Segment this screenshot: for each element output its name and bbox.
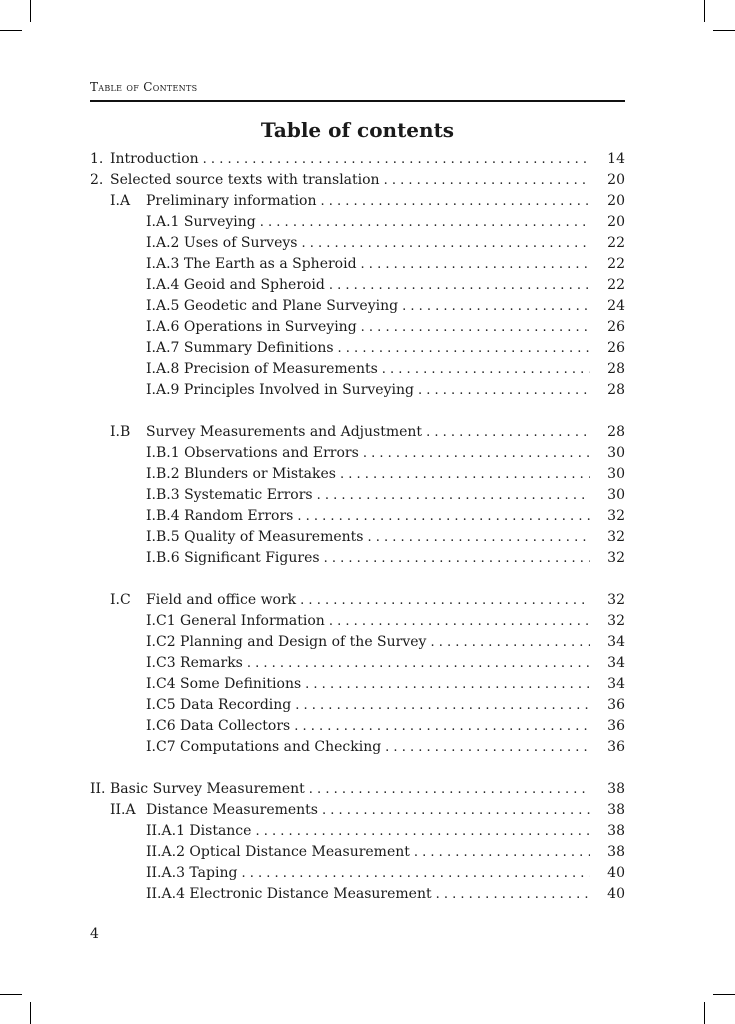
toc-entry[interactable] xyxy=(90,254,625,275)
toc-entry-number: II. xyxy=(90,781,106,797)
toc-entry-page: 32 xyxy=(607,550,625,566)
dot-leader xyxy=(321,191,591,212)
toc-entry-number: I.C xyxy=(110,592,131,608)
toc-entry[interactable] xyxy=(90,191,625,212)
toc-entry[interactable] xyxy=(90,674,625,695)
toc-entry[interactable] xyxy=(90,653,625,674)
toc-entry-number: I.B xyxy=(110,424,131,440)
crop-mark xyxy=(713,30,735,31)
toc-entry-text xyxy=(110,170,590,191)
toc-entry-label: II.A.1 Distance xyxy=(146,823,252,839)
toc-entry-text xyxy=(146,485,590,506)
toc-entry-page: 36 xyxy=(607,718,625,734)
toc-entry-text xyxy=(146,275,590,296)
dot-leader xyxy=(430,632,590,653)
dot-leader xyxy=(436,884,590,905)
toc-entry[interactable] xyxy=(90,464,625,485)
toc-entry-number: 1. xyxy=(90,151,104,167)
toc-entry-label: I.A.4 Geoid and Spheroid xyxy=(146,277,325,293)
toc-entry-text xyxy=(146,212,590,233)
toc-entry[interactable] xyxy=(90,737,625,758)
dot-leader xyxy=(260,212,590,233)
toc-entry-text xyxy=(146,632,590,653)
toc-entry[interactable] xyxy=(90,800,625,821)
crop-mark xyxy=(704,0,705,22)
toc-entry-text xyxy=(146,863,590,884)
toc-entry[interactable] xyxy=(90,506,625,527)
toc-entry-label: I.C6 Data Collectors xyxy=(146,718,291,734)
toc-entry[interactable] xyxy=(90,611,625,632)
toc-entry-label: I.A.6 Operations in Surveying xyxy=(146,319,357,335)
toc-entry-label: I.B.4 Random Errors xyxy=(146,508,294,524)
toc-entry-page: 36 xyxy=(607,697,625,713)
toc-entry[interactable] xyxy=(90,359,625,380)
running-head: Table of Contents xyxy=(90,80,198,94)
dot-leader xyxy=(305,674,590,695)
toc-entry[interactable] xyxy=(90,296,625,317)
toc-entry-label: Basic Survey Measurement xyxy=(110,781,305,797)
toc-entry-page: 38 xyxy=(607,802,625,818)
dot-leader xyxy=(367,527,590,548)
toc-entry[interactable] xyxy=(90,338,625,359)
toc-entry-label: I.A.5 Geodetic and Plane Surveying xyxy=(146,298,399,314)
toc-entry-page: 24 xyxy=(607,298,625,314)
dot-leader xyxy=(255,821,590,842)
toc-entry-label: I.B.1 Observations and Errors xyxy=(146,445,359,461)
toc-entry-number: I.A xyxy=(110,193,131,209)
toc-entry-page: 20 xyxy=(607,214,625,230)
toc-entry-page: 20 xyxy=(607,193,625,209)
crop-mark xyxy=(713,994,735,995)
toc-entry-page: 30 xyxy=(607,487,625,503)
toc-entry-text xyxy=(146,842,590,863)
toc-entry[interactable] xyxy=(90,821,625,842)
toc-entry-label: I.C4 Some Definitions xyxy=(146,676,302,692)
toc-entry-label: Survey Measurements and Adjustment xyxy=(146,424,423,440)
toc-entry-text xyxy=(146,506,590,527)
toc-entry-text xyxy=(110,779,590,800)
toc-entry-label: Introduction xyxy=(110,151,199,167)
dot-leader xyxy=(402,296,590,317)
toc-entry-label: I.C2 Planning and Design of the Survey xyxy=(146,634,427,650)
crop-mark xyxy=(30,1002,31,1024)
toc-entry-text xyxy=(146,233,590,254)
dot-leader xyxy=(382,359,590,380)
toc-entry-number: II.A xyxy=(110,802,136,818)
toc-entry[interactable] xyxy=(90,485,625,506)
toc-entry-page: 36 xyxy=(607,739,625,755)
toc-entry-label: I.C3 Remarks xyxy=(146,655,243,671)
toc-entry-page: 32 xyxy=(607,529,625,545)
toc-entry-page: 34 xyxy=(607,634,625,650)
toc-entry-label: I.B.3 Systematic Errors xyxy=(146,487,313,503)
toc-entry-page: 22 xyxy=(607,256,625,272)
toc-entry-text xyxy=(146,737,590,758)
page-title: Table of contents xyxy=(260,118,455,142)
toc-entry-text xyxy=(146,695,590,716)
toc-entry-page: 22 xyxy=(607,235,625,251)
dot-leader xyxy=(324,548,590,569)
toc-entry[interactable] xyxy=(90,443,625,464)
toc-entry-text xyxy=(146,296,590,317)
dot-leader xyxy=(338,338,590,359)
toc-entry[interactable] xyxy=(90,842,625,863)
toc-entry[interactable] xyxy=(90,275,625,296)
toc-entry-text xyxy=(146,317,590,338)
toc-entry-label: II.A.4 Electronic Distance Measurement xyxy=(146,886,432,902)
toc-entry-text xyxy=(146,443,590,464)
toc-entry-text xyxy=(146,884,590,905)
toc-entry[interactable] xyxy=(90,527,625,548)
toc-list xyxy=(90,149,625,905)
toc-entry[interactable] xyxy=(90,422,625,443)
toc-entry-text xyxy=(146,380,590,401)
toc-entry-page: 38 xyxy=(607,844,625,860)
toc-entry-page: 40 xyxy=(607,865,625,881)
dot-leader xyxy=(300,590,590,611)
toc-spacer xyxy=(90,569,625,590)
toc-entry-page: 40 xyxy=(607,886,625,902)
toc-entry-page: 28 xyxy=(607,382,625,398)
toc-entry-label: Preliminary information xyxy=(146,193,317,209)
dot-leader xyxy=(340,464,590,485)
toc-entry-text xyxy=(146,527,590,548)
toc-entry-page: 32 xyxy=(607,592,625,608)
toc-spacer xyxy=(90,401,625,422)
dot-leader xyxy=(294,716,590,737)
crop-mark xyxy=(0,994,22,995)
toc-entry-label: I.B.5 Quality of Measurements xyxy=(146,529,364,545)
toc-entry-label: I.A.3 The Earth as a Spheroid xyxy=(146,256,357,272)
toc-entry-text xyxy=(146,422,590,443)
toc-entry[interactable] xyxy=(90,548,625,569)
dot-leader xyxy=(363,443,590,464)
toc-entry[interactable] xyxy=(90,779,625,800)
crop-mark xyxy=(30,0,31,22)
crop-mark xyxy=(0,30,22,31)
toc-entry-label: I.A.9 Principles Involved in Surveying xyxy=(146,382,414,398)
toc-entry[interactable] xyxy=(90,863,625,884)
toc-entry-label: I.C7 Computations and Checking xyxy=(146,739,382,755)
toc-entry-label: I.A.7 Summary Definitions xyxy=(146,340,334,356)
toc-entry-text xyxy=(110,149,590,170)
toc-entry-page: 38 xyxy=(607,781,625,797)
toc-entry-label: I.A.2 Uses of Surveys xyxy=(146,235,298,251)
toc-entry-text xyxy=(146,254,590,275)
toc-entry-text xyxy=(146,548,590,569)
dot-leader xyxy=(309,779,590,800)
toc-entry[interactable] xyxy=(90,233,625,254)
toc-entry[interactable] xyxy=(90,317,625,338)
toc-entry-page: 20 xyxy=(607,172,625,188)
page-number: 4 xyxy=(90,926,99,942)
toc-entry-text xyxy=(146,464,590,485)
toc-entry[interactable] xyxy=(90,212,625,233)
dot-leader xyxy=(295,695,590,716)
toc-entry-number: 2. xyxy=(90,172,104,188)
toc-entry[interactable] xyxy=(90,590,625,611)
toc-entry[interactable] xyxy=(90,149,625,170)
toc-entry-label: I.B.6 Significant Figures xyxy=(146,550,320,566)
dot-leader xyxy=(414,842,590,863)
toc-entry-label: I.B.2 Blunders or Mistakes xyxy=(146,466,336,482)
toc-entry-page: 32 xyxy=(607,508,625,524)
toc-entry-text xyxy=(146,674,590,695)
toc-entry-page: 34 xyxy=(607,676,625,692)
toc-entry[interactable] xyxy=(90,695,625,716)
toc-entry-page: 38 xyxy=(607,823,625,839)
toc-entry-page: 32 xyxy=(607,613,625,629)
toc-entry[interactable] xyxy=(90,170,625,191)
toc-entry-label: Distance Measurements xyxy=(146,802,318,818)
toc-entry[interactable] xyxy=(90,632,625,653)
toc-entry[interactable] xyxy=(90,380,625,401)
dot-leader xyxy=(329,275,590,296)
toc-entry[interactable] xyxy=(90,716,625,737)
dot-leader xyxy=(203,149,590,170)
dot-leader xyxy=(384,170,590,191)
toc-entry-text xyxy=(146,590,590,611)
toc-entry[interactable] xyxy=(90,884,625,905)
toc-entry-page: 28 xyxy=(607,424,625,440)
crop-mark xyxy=(704,1002,705,1024)
dot-leader xyxy=(247,653,590,674)
toc-entry-page: 26 xyxy=(607,319,625,335)
toc-entry-text xyxy=(146,191,590,212)
toc-entry-text xyxy=(146,611,590,632)
toc-entry-label: II.A.2 Optical Distance Measurement xyxy=(146,844,410,860)
toc-entry-text xyxy=(146,359,590,380)
toc-entry-page: 28 xyxy=(607,361,625,377)
header-rule xyxy=(90,100,625,102)
toc-entry-page: 30 xyxy=(607,445,625,461)
dot-leader xyxy=(385,737,590,758)
dot-leader xyxy=(329,611,590,632)
toc-entry-page: 30 xyxy=(607,466,625,482)
toc-entry-label: I.A.8 Precision of Measurements xyxy=(146,361,378,377)
toc-entry-text xyxy=(146,653,590,674)
toc-entry-label: Field and office work xyxy=(146,592,297,608)
dot-leader xyxy=(322,800,590,821)
toc-entry-page: 22 xyxy=(607,277,625,293)
dot-leader xyxy=(317,485,590,506)
dot-leader xyxy=(297,506,590,527)
dot-leader xyxy=(301,233,590,254)
dot-leader xyxy=(418,380,590,401)
toc-entry-label: I.C5 Data Recording xyxy=(146,697,292,713)
toc-entry-page: 14 xyxy=(607,151,625,167)
toc-entry-text xyxy=(146,800,590,821)
toc-entry-label: Selected source texts with translation xyxy=(110,172,380,188)
toc-entry-text xyxy=(146,821,590,842)
toc-entry-page: 26 xyxy=(607,340,625,356)
toc-entry-label: I.A.1 Surveying xyxy=(146,214,256,230)
dot-leader xyxy=(361,317,590,338)
toc-spacer xyxy=(90,758,625,779)
toc-entry-text xyxy=(146,716,590,737)
toc-entry-text xyxy=(146,338,590,359)
toc-entry-page: 34 xyxy=(607,655,625,671)
toc-entry-label: I.C1 General Information xyxy=(146,613,325,629)
dot-leader xyxy=(361,254,590,275)
toc-entry-label: II.A.3 Taping xyxy=(146,865,238,881)
dot-leader xyxy=(241,863,590,884)
dot-leader xyxy=(426,422,590,443)
